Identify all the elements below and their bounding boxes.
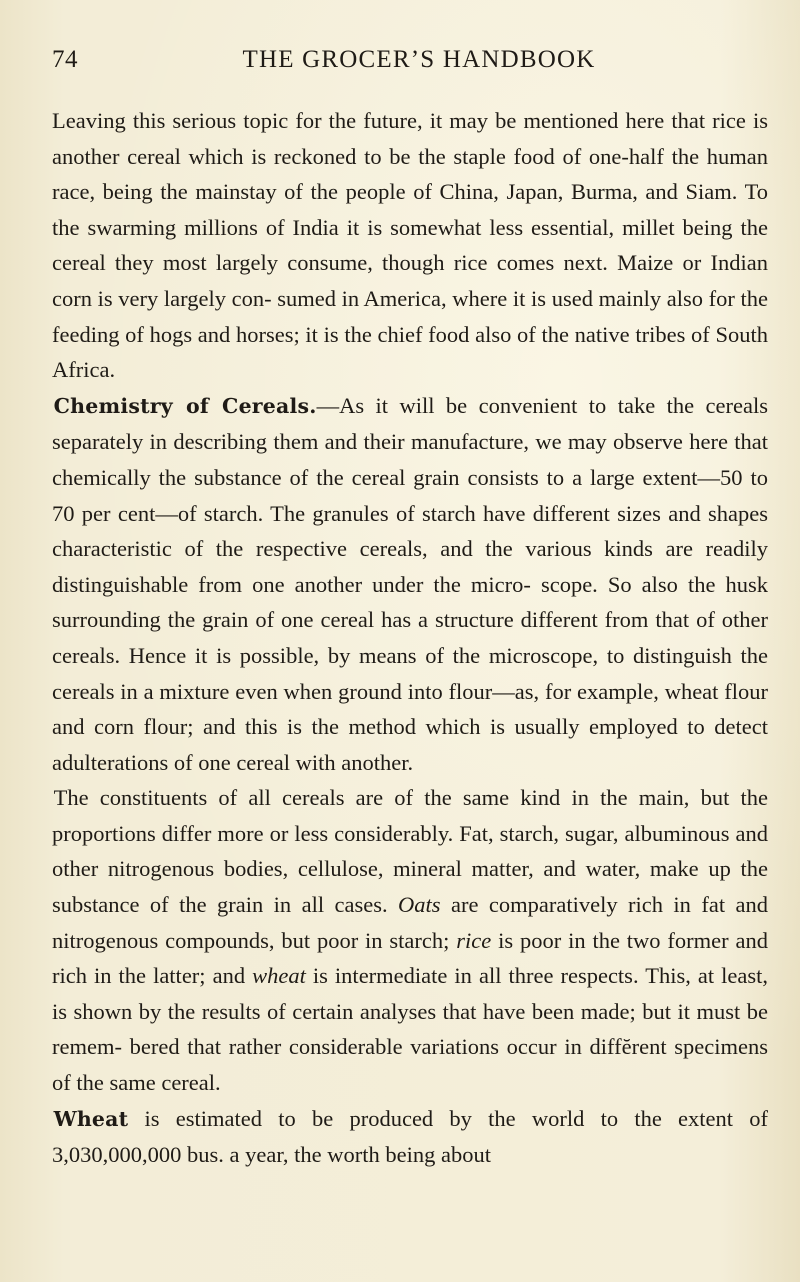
page-header — [52, 46, 748, 86]
term-oats: Oats — [398, 892, 441, 918]
paragraph-rice-maize: Leaving this serious topic for the future, it may be mentioned here that rice is another cereal which is reckoned to be the staple food of one-half the human race, being the mainstay of the people of China, Japan, Burma, and Siam. To the swarming millions of India it is somewhat less essential, millet being the cereal they most largely consume, though rice comes next. Maize or Indian corn is very largely con- sumed in America, where it is used mainly also for the feeding of hogs and horses; it is the chief food also of the native tribes of South Africa. — [52, 108, 768, 383]
paragraph-constituents-part-a: The constituents of all cereals are of the same kind in the main, but the proportions differ more or less considerably. Fat, starch, sugar, albuminous and other nitrogenous bodies, cellulose, mineral matter, and water, make up the substance of the grain in all cases. — [52, 785, 768, 918]
paragraph-wheat-text: is estimated to be produced by the world to the extent of 3,030,000,000 bus. a year, the worth being about — [52, 1105, 768, 1168]
paragraph-constituents-part-d: is intermediate in all three respects. This, at least, is shown by the results of certain analyses that have been made; but it must be remem- bered that rather considerable variations occur in diffĕrent specimens of the same cereal. — [52, 963, 768, 1096]
paragraph-constituents — [52, 780, 768, 1100]
page-number: 74 — [52, 46, 78, 73]
section-heading-wheat: Wheat — [53, 1106, 129, 1131]
paragraph-chemistry-text: —As it will be convenient to take the cereals separately in describing them and their manufacture, we may observe here that chemically the substance of the cereal grain consists to a large extent—50 to 70 per cent—of starch. The granules of starch have different sizes and shapes characteristic of the respective cereals, and the various kinds are readily distinguishable from one another under the micro- scope. So also the husk surrounding the grain of one cereal has a structure different from that of other cereals. Hence it is possible, by means of the microscope, to distinguish the cereals in a mixture even when ground into flour—as, for example, wheat flour and corn flour; and this is the method which is usually employed to detect adulterations of one cereal with another. — [52, 392, 768, 775]
term-wheat: wheat — [252, 963, 306, 989]
body-text — [52, 103, 768, 1173]
running-title: THE GROCER’S HANDBOOK — [242, 46, 596, 73]
term-rice: rice — [456, 927, 492, 953]
section-heading-chemistry: Chemistry of Cereals. — [53, 393, 317, 418]
paragraph-chemistry-of-cereals — [52, 388, 768, 781]
paragraph-constituents-part-b: are comparatively rich in fat and nitrogenous compounds, but poor in starch; — [52, 892, 769, 953]
paragraph-wheat — [52, 1101, 768, 1173]
paragraph-constituents-part-c: is poor in the two former and rich in the latter; and — [52, 927, 768, 989]
